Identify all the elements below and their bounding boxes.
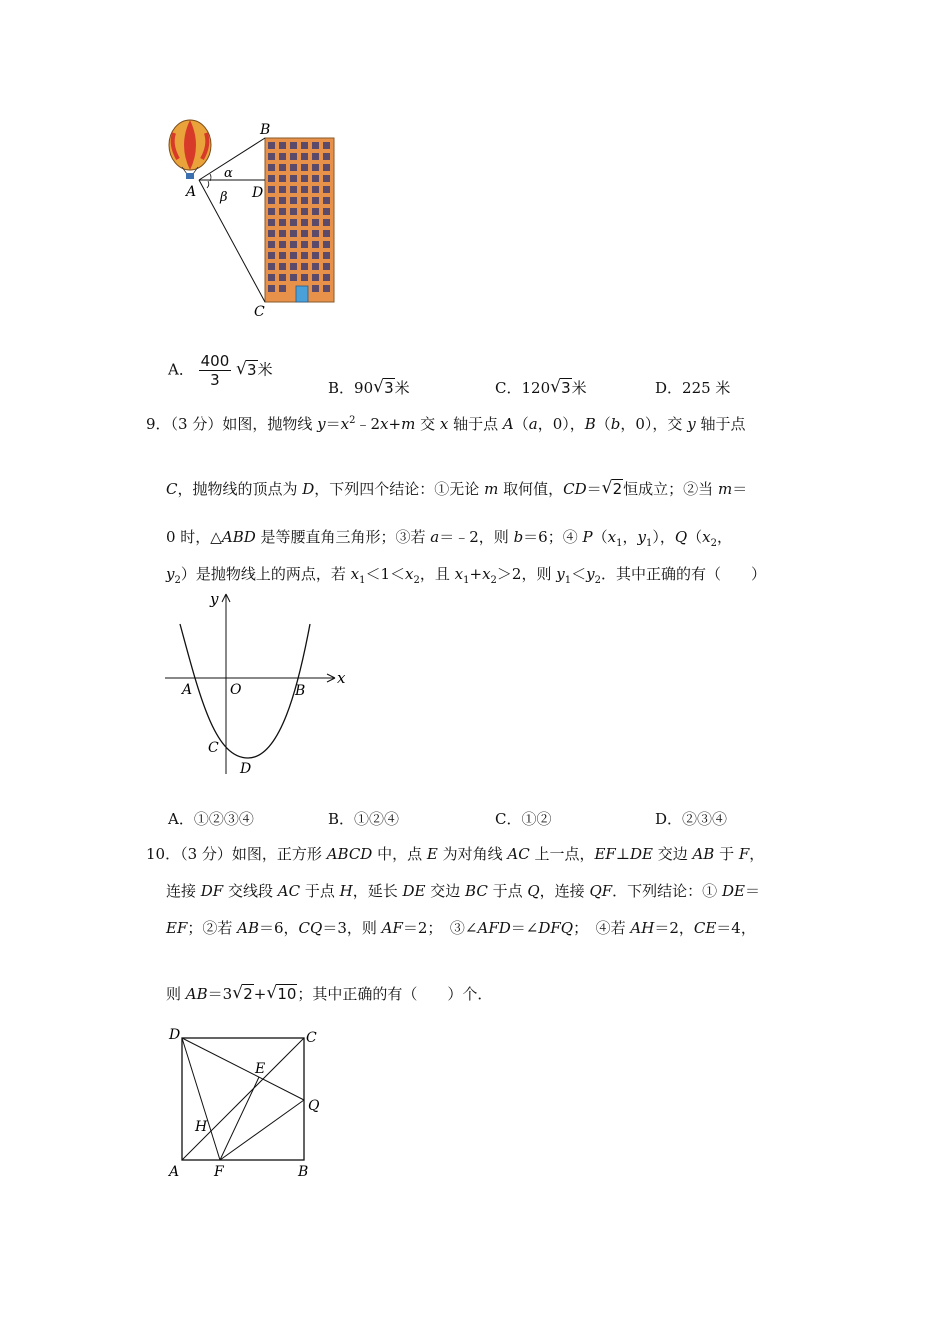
window	[268, 175, 275, 182]
window	[312, 285, 319, 292]
window	[268, 285, 275, 292]
window	[279, 164, 286, 171]
window	[301, 241, 308, 248]
label-A: A	[169, 1164, 180, 1180]
label-D: D	[240, 761, 252, 777]
option-label: C．	[495, 379, 522, 397]
window	[301, 252, 308, 259]
window	[290, 186, 297, 193]
window	[279, 219, 286, 226]
label-D: D	[169, 1027, 181, 1043]
q10-score: （3 分）	[180, 845, 232, 863]
q9-option-b[interactable]	[328, 808, 399, 829]
window	[312, 208, 319, 215]
option-text: ①②④	[354, 810, 400, 828]
window	[279, 241, 286, 248]
window	[301, 230, 308, 237]
window	[268, 186, 275, 193]
window	[312, 197, 319, 204]
label-H: H	[195, 1119, 208, 1135]
window	[279, 186, 286, 193]
building-icon	[265, 138, 334, 302]
label-A: A	[186, 184, 197, 200]
window	[323, 142, 330, 149]
window	[312, 263, 319, 270]
fraction-numerator: 400	[200, 352, 230, 370]
window	[268, 153, 275, 160]
label-beta: β	[220, 190, 228, 205]
window	[279, 175, 286, 182]
sqrt: √ 3	[550, 377, 571, 397]
label-B: B	[298, 1164, 309, 1180]
window	[301, 219, 308, 226]
label-D: D	[252, 185, 264, 201]
window	[290, 208, 297, 215]
window	[279, 252, 286, 259]
window	[323, 241, 330, 248]
label-y: y	[210, 590, 219, 608]
option-label: D．	[655, 379, 683, 397]
window	[290, 252, 297, 259]
window	[279, 285, 286, 292]
label-alpha: α	[224, 166, 233, 181]
window	[290, 164, 297, 171]
window	[290, 274, 297, 281]
window	[323, 219, 330, 226]
window	[312, 274, 319, 281]
coefficient: 90	[354, 379, 374, 397]
q10-line-4: 则 AB＝3 √ 2+ √ 10；其中正确的有（ ）个．	[166, 983, 493, 1003]
window	[323, 285, 330, 292]
label-C: C	[208, 740, 219, 756]
window	[312, 153, 319, 160]
q8-option-b[interactable]	[328, 377, 410, 398]
label-F: F	[214, 1164, 224, 1180]
window	[268, 142, 275, 149]
q8-option-a[interactable]	[168, 352, 273, 389]
window	[301, 164, 308, 171]
q10-number: 10．	[146, 845, 181, 863]
label-x: x	[337, 669, 346, 687]
window	[268, 274, 275, 281]
square-figure	[160, 1022, 340, 1182]
q9-line-3: 0 时，△ABD 是等腰直角三角形；③若 a＝﹣2，则 b＝6；④ $P(x_1$，$y_1$），$Q(x_2$，	[166, 528, 733, 549]
window	[268, 230, 275, 237]
option-label: A．	[168, 810, 194, 828]
window	[301, 208, 308, 215]
window	[312, 142, 319, 149]
hot-air-balloon-icon	[169, 120, 211, 179]
window	[301, 175, 308, 182]
window	[290, 219, 297, 226]
unit: 米	[394, 379, 410, 397]
window	[312, 241, 319, 248]
fraction	[199, 352, 232, 389]
window	[279, 230, 286, 237]
window	[323, 208, 330, 215]
window	[312, 252, 319, 259]
option-text: ②③④	[682, 810, 728, 828]
option-label: B．	[328, 379, 355, 397]
window	[279, 142, 286, 149]
window	[279, 153, 286, 160]
window	[279, 274, 286, 281]
window	[301, 197, 308, 204]
window	[268, 219, 275, 226]
sqrt: √ 3	[373, 377, 394, 397]
radicand: 3	[247, 360, 257, 379]
option-text: ①②③④	[193, 810, 254, 828]
option-label: D．	[655, 810, 683, 828]
window	[301, 186, 308, 193]
window	[323, 252, 330, 259]
sqrt: √ 3	[236, 358, 257, 379]
label-Q: Q	[308, 1098, 320, 1114]
window	[323, 186, 330, 193]
label-C: C	[254, 304, 265, 320]
label-E: E	[255, 1061, 266, 1077]
window	[323, 175, 330, 182]
q9-line-2: C，抛物线的顶点为 D，下列四个结论：①无论 m 取何值，CD＝ √ 2恒成立；②当 m＝	[166, 478, 748, 498]
unit: 米	[571, 379, 587, 397]
q9-option-c[interactable]	[495, 808, 552, 829]
q9-line-1: 9．（3 分）如图，抛物线 $y=x^2﹣2x+m$ 交 x 轴于点 A（a，0），B（b，0），交 y 轴于点	[146, 415, 746, 433]
q10-line-1: 10．（3 分）如图，正方形 ABCD 中，点 E 为对角线 AC 上一点，EF⊥DE 交边 AB 于 F，	[146, 845, 765, 863]
fraction-denominator: 3	[210, 371, 220, 389]
q10-line-2: 连接 DF 交线段 AC 于点 H，延长 DE 交边 BC 于点 Q，连接 QF．下列结论：① DE＝	[166, 882, 760, 900]
window	[268, 208, 275, 215]
window	[268, 263, 275, 270]
window	[279, 208, 286, 215]
q10-line-3: EF；②若 AB＝6，CQ＝3，则 AF＝2； ③∠AFD＝∠DFQ； ④若 AH＝2，CE＝4，	[166, 919, 756, 937]
window	[312, 230, 319, 237]
label-B: B	[295, 683, 306, 699]
balloon-building-figure	[160, 115, 350, 325]
q8-option-c[interactable]	[495, 377, 587, 398]
window	[268, 197, 275, 204]
window	[301, 142, 308, 149]
window	[323, 164, 330, 171]
window	[290, 142, 297, 149]
option-label: A．	[168, 360, 194, 379]
window	[323, 153, 330, 160]
option-text: 225 米	[682, 379, 731, 397]
window	[279, 263, 286, 270]
window	[290, 175, 297, 182]
window	[268, 241, 275, 248]
window	[290, 241, 297, 248]
q9-line-4: $y_2$）是抛物线上的两点，若 $x_1<1<x_2$，且 $x_1+x_2>2$，则 $y_1<y_2$．其中正确的有（ ）	[166, 565, 766, 586]
window	[268, 252, 275, 259]
window	[323, 197, 330, 204]
q9-option-d[interactable]	[655, 808, 727, 829]
window	[312, 219, 319, 226]
parabola-figure	[160, 588, 360, 780]
window	[312, 164, 319, 171]
radicand: 3	[561, 379, 571, 397]
window	[312, 186, 319, 193]
window	[323, 274, 330, 281]
option-text: ①②	[521, 810, 552, 828]
window	[290, 263, 297, 270]
q9-number: 9．	[146, 415, 171, 433]
label-O: O	[230, 682, 242, 698]
window	[312, 175, 319, 182]
q10-line4-tail: ；其中正确的有（ ）个．	[297, 985, 493, 1003]
window	[290, 230, 297, 237]
window	[301, 153, 308, 160]
coefficient: 120	[521, 379, 551, 397]
window	[279, 197, 286, 204]
window	[301, 274, 308, 281]
window	[290, 197, 297, 204]
label-C: C	[306, 1030, 317, 1046]
window	[268, 164, 275, 171]
option-label: C．	[495, 810, 522, 828]
q9-option-a[interactable]	[168, 808, 254, 829]
q8-option-d[interactable]	[655, 377, 730, 398]
window	[323, 230, 330, 237]
window	[290, 153, 297, 160]
label-A: A	[182, 682, 193, 698]
radicand: 3	[384, 379, 394, 397]
unit: 米	[257, 360, 273, 379]
option-label: B．	[328, 810, 355, 828]
label-B: B	[260, 122, 271, 138]
q9-score: （3 分）	[170, 415, 223, 433]
window	[301, 263, 308, 270]
window	[323, 263, 330, 270]
